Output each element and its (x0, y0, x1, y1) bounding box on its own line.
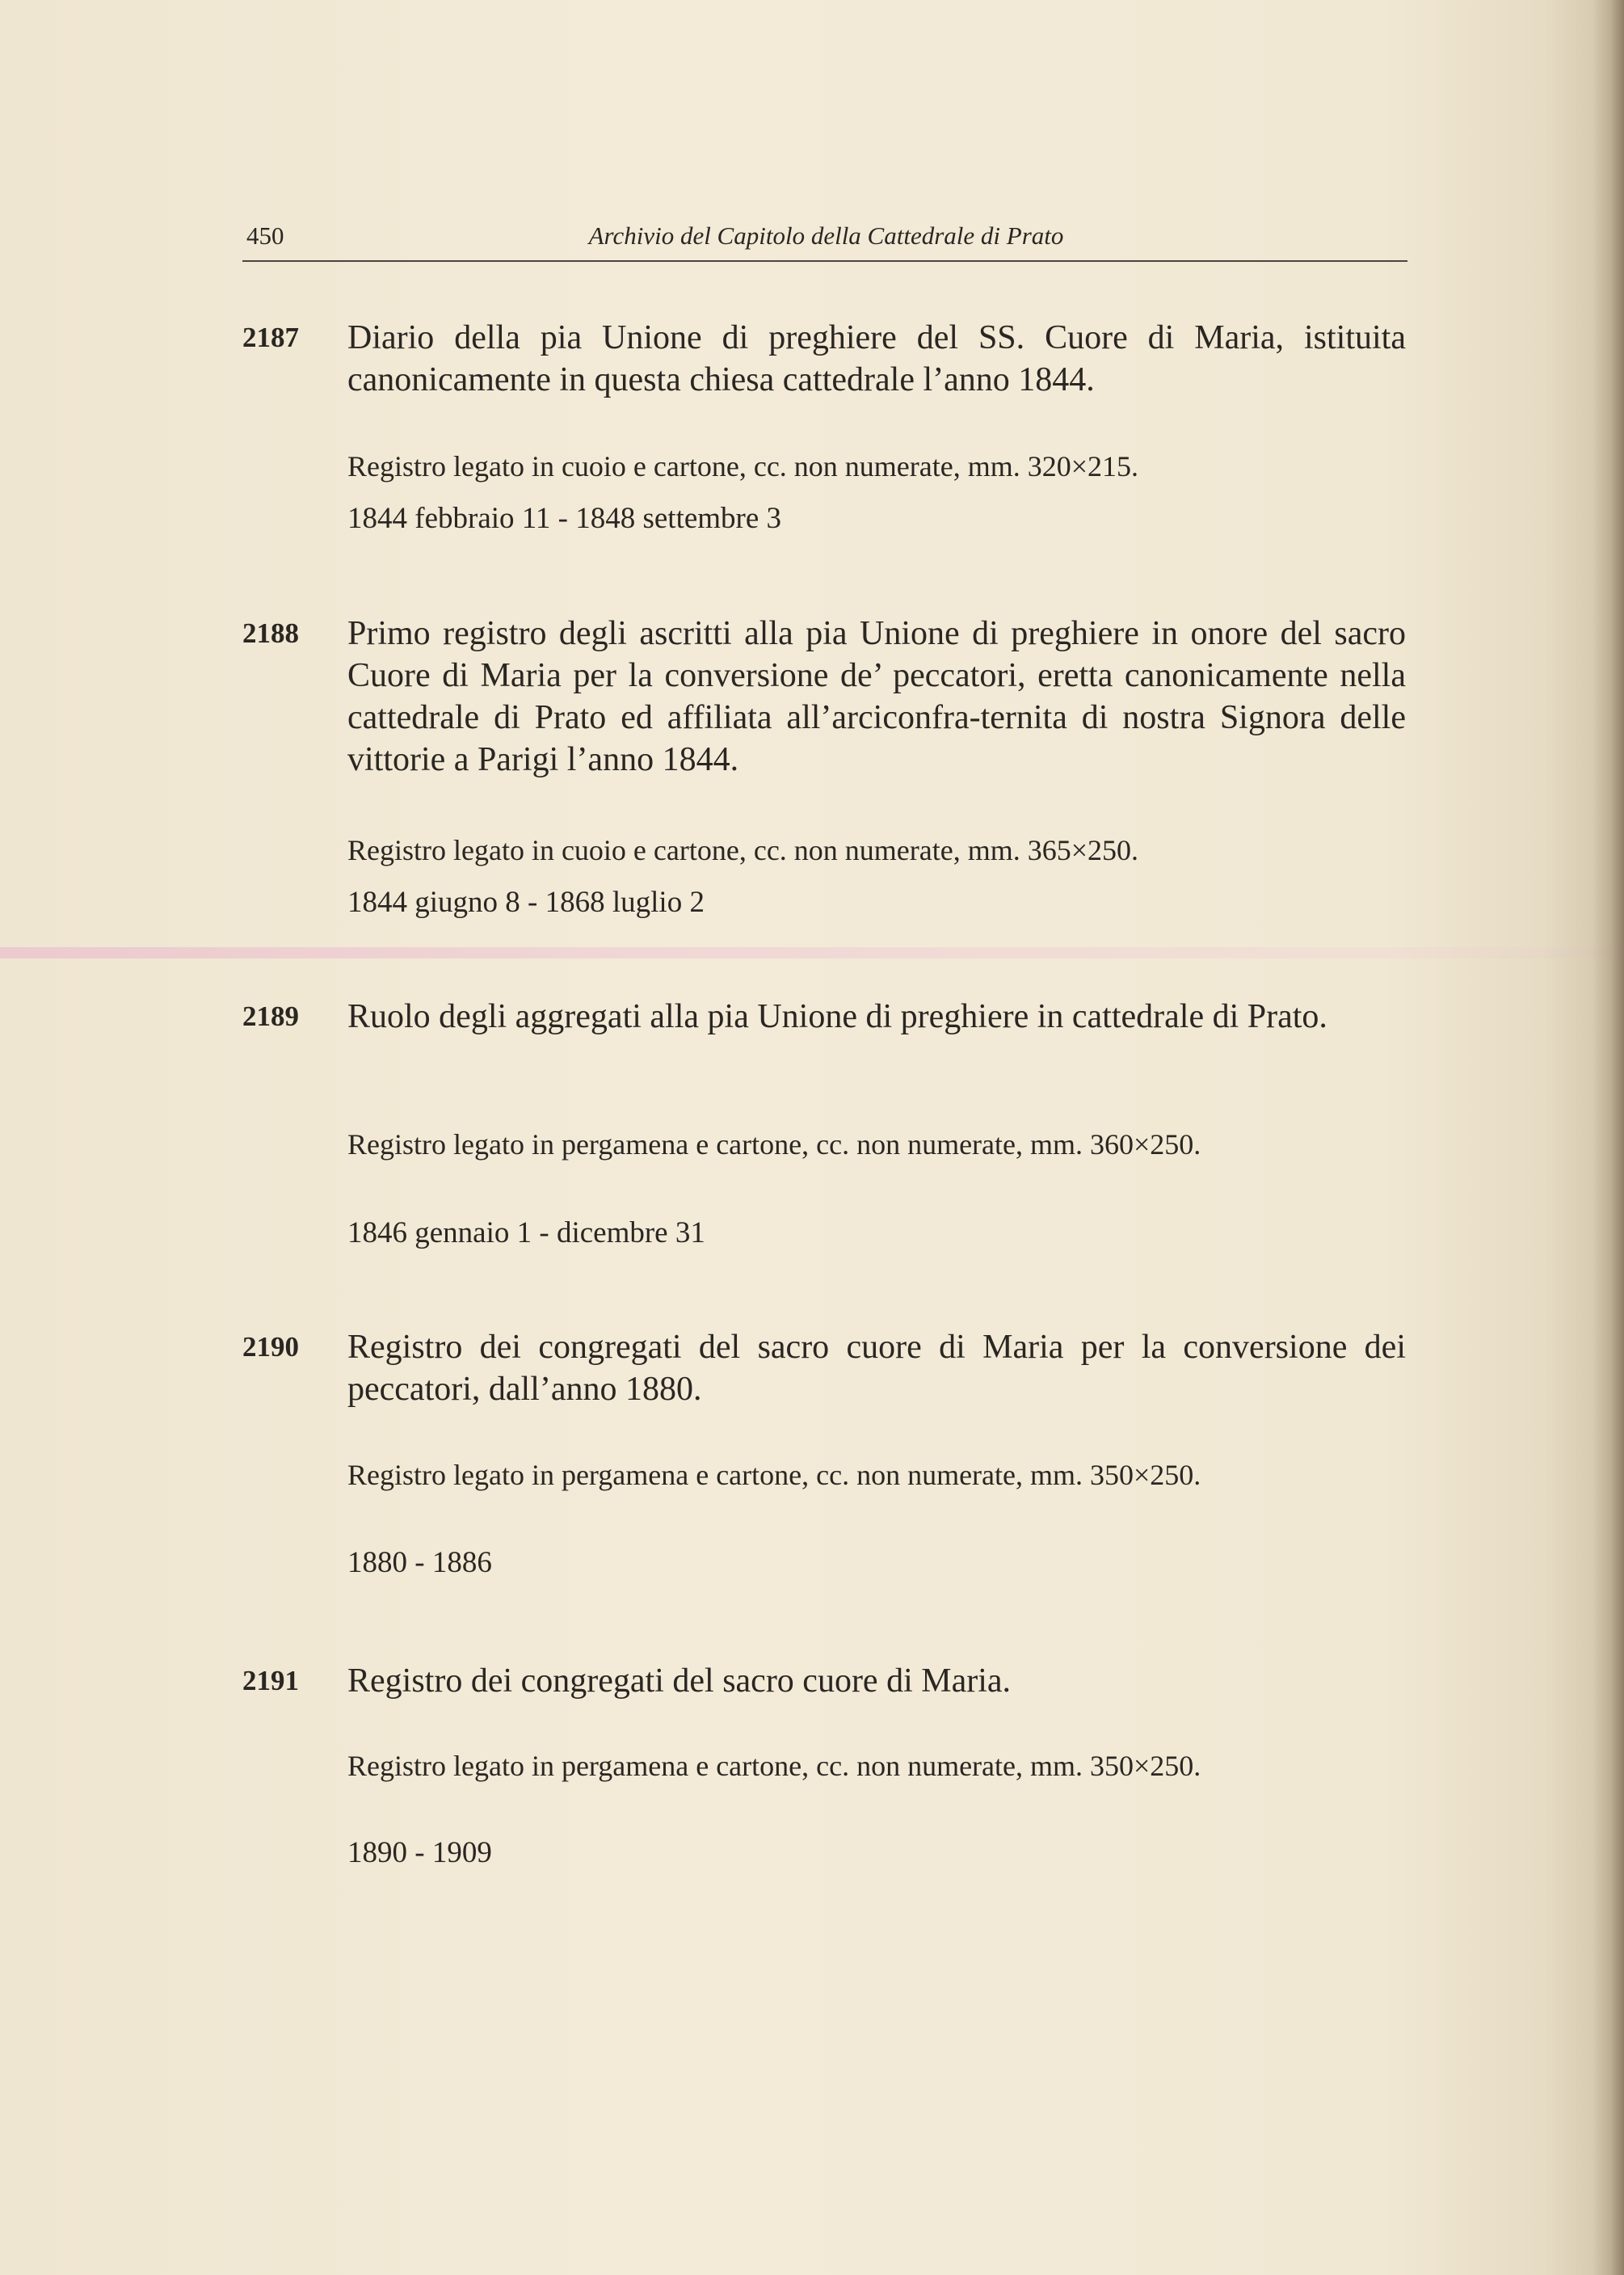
header-rule (242, 260, 1407, 262)
entry-dates: 1846 gennaio 1 - dicembre 31 (347, 1216, 705, 1249)
entry-dates: 1844 febbraio 11 - 1848 settembre 3 (347, 502, 782, 535)
entry-description: Registro legato in pergamena e cartone, cc. non numerate, mm. 350×250. (347, 1459, 1201, 1491)
entry-description: Registro legato in pergamena e cartone, cc. non numerate, mm. 360×250. (347, 1128, 1201, 1161)
entry-number: 2189 (242, 1001, 299, 1032)
entry-title: Registro dei congregati del sacro cuore di Maria per la conversione dei peccatori, dall’anno 1880. (347, 1329, 1406, 1408)
page-header (246, 217, 1406, 262)
entry-title: Registro dei congregati del sacro cuore di Maria. (347, 1662, 1012, 1700)
entry-title: Ruolo degli aggregati alla pia Unione di preghiere in cattedrale di Prato. (347, 998, 1327, 1035)
pink-ink-streak (0, 947, 1624, 958)
entry-dates: 1880 - 1886 (347, 1546, 492, 1579)
book-spine-shadow (1592, 0, 1624, 2275)
entry-dates: 1890 - 1909 (347, 1836, 492, 1869)
entry-description: Registro legato in pergamena e cartone, cc. non numerate, mm. 350×250. (347, 1750, 1201, 1782)
entry-dates: 1844 giugno 8 - 1868 luglio 2 (347, 886, 705, 919)
entry-number: 2188 (242, 617, 299, 649)
entry-number: 2190 (242, 1331, 299, 1363)
entry-description: Registro legato in cuoio e cartone, cc. non numerate, mm. 320×215. (347, 450, 1139, 482)
entry-title: Primo registro degli ascritti alla pia Unione di preghiere in onore del sacro Cuore di Maria per la conversione de’ peccatori, eretta canonicamente nella cattedrale di Prato ed affiliata all’arciconfra-ternita di nostra Signora delle vittorie a Parigi l’anno 1844. (347, 615, 1406, 778)
entry-title: Diario della pia Unione di preghiere del SS. Cuore di Maria, istituita canonicamente in questa chiesa cattedrale l’anno 1844. (347, 319, 1406, 398)
entry-number: 2187 (242, 322, 299, 353)
entry-description: Registro legato in cuoio e cartone, cc. non numerate, mm. 365×250. (347, 834, 1139, 866)
page-number: 450 (246, 221, 284, 250)
running-title: Archivio del Capitolo della Cattedrale di Prato (588, 221, 1064, 250)
entry-number: 2191 (242, 1665, 299, 1696)
